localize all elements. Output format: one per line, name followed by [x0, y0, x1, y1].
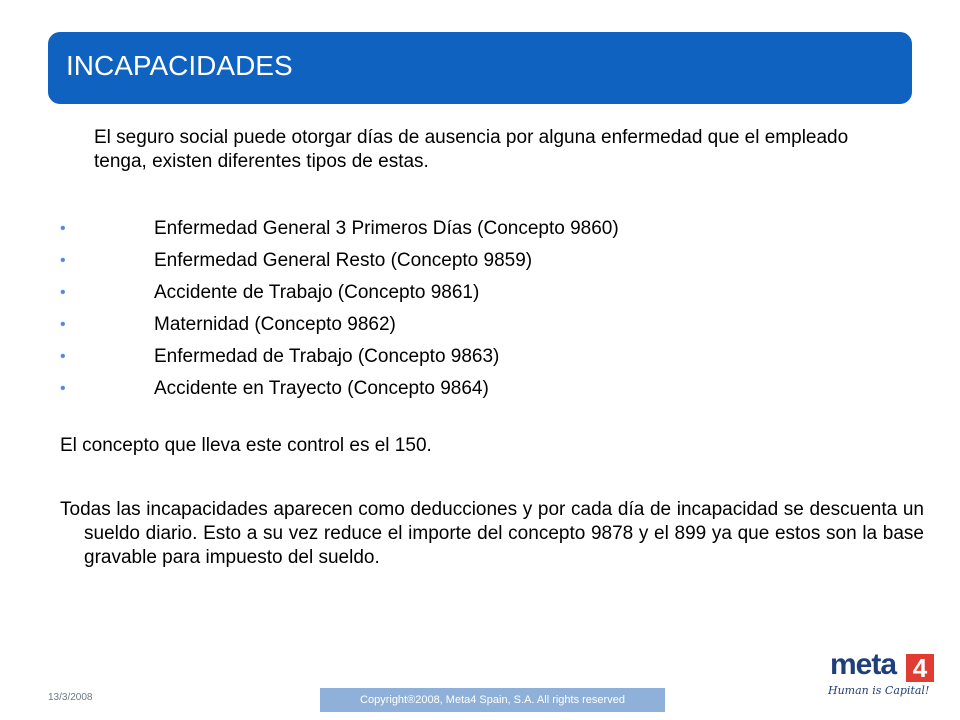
bullet-list [60, 215, 880, 407]
list-item-text: Maternidad (Concepto 9862) [154, 314, 396, 335]
title-bar [48, 32, 912, 104]
logo-wordmark: meta [830, 648, 897, 681]
list-item [60, 215, 880, 247]
concept-line: El concepto que lleva este control es el 150. [60, 435, 432, 456]
list-item [60, 247, 880, 279]
list-item-text: Enfermedad General Resto (Concepto 9859) [154, 250, 533, 271]
list-item [60, 311, 880, 343]
logo-mark: 4 [906, 654, 934, 682]
bullet-icon: • [60, 316, 66, 333]
list-item-text: Accidente en Trayecto (Concepto 9864) [154, 378, 489, 399]
list-item-text: Enfermedad General 3 Primeros Días (Concepto 9860) [154, 218, 619, 239]
logo-tagline: Human is Capital! [828, 684, 930, 697]
list-item [60, 375, 880, 407]
footer-date: 13/3/2008 [48, 692, 93, 703]
list-item [60, 343, 880, 375]
bullet-icon: • [60, 284, 66, 301]
footer-copyright: Copyright®2008, Meta4 Spain, S.A. All rights reserved [320, 688, 665, 712]
meta4-logo [826, 648, 938, 704]
intro-text: El seguro social puede otorgar días de ausencia por alguna enfermedad que el empleado tenga, existen diferentes tipos de estas. [94, 127, 849, 172]
bullet-icon: • [60, 380, 66, 397]
bullet-icon: • [60, 348, 66, 365]
list-item-text: Accidente de Trabajo (Concepto 9861) [154, 282, 480, 303]
list-item-text: Enfermedad de Trabajo (Concepto 9863) [154, 346, 500, 367]
slide-title: INCAPACIDADES [66, 50, 293, 81]
body-paragraph: Todas las incapacidades aparecen como deducciones y por cada día de incapacidad se descuenta un sueldo diario. Esto a su vez reduce el importe del concepto 9878 y el 899 ya que estos son la base gravable para impuesto del sueldo. [60, 499, 924, 568]
bullet-icon: • [60, 252, 66, 269]
list-item [60, 279, 880, 311]
bullet-icon: • [60, 220, 66, 237]
